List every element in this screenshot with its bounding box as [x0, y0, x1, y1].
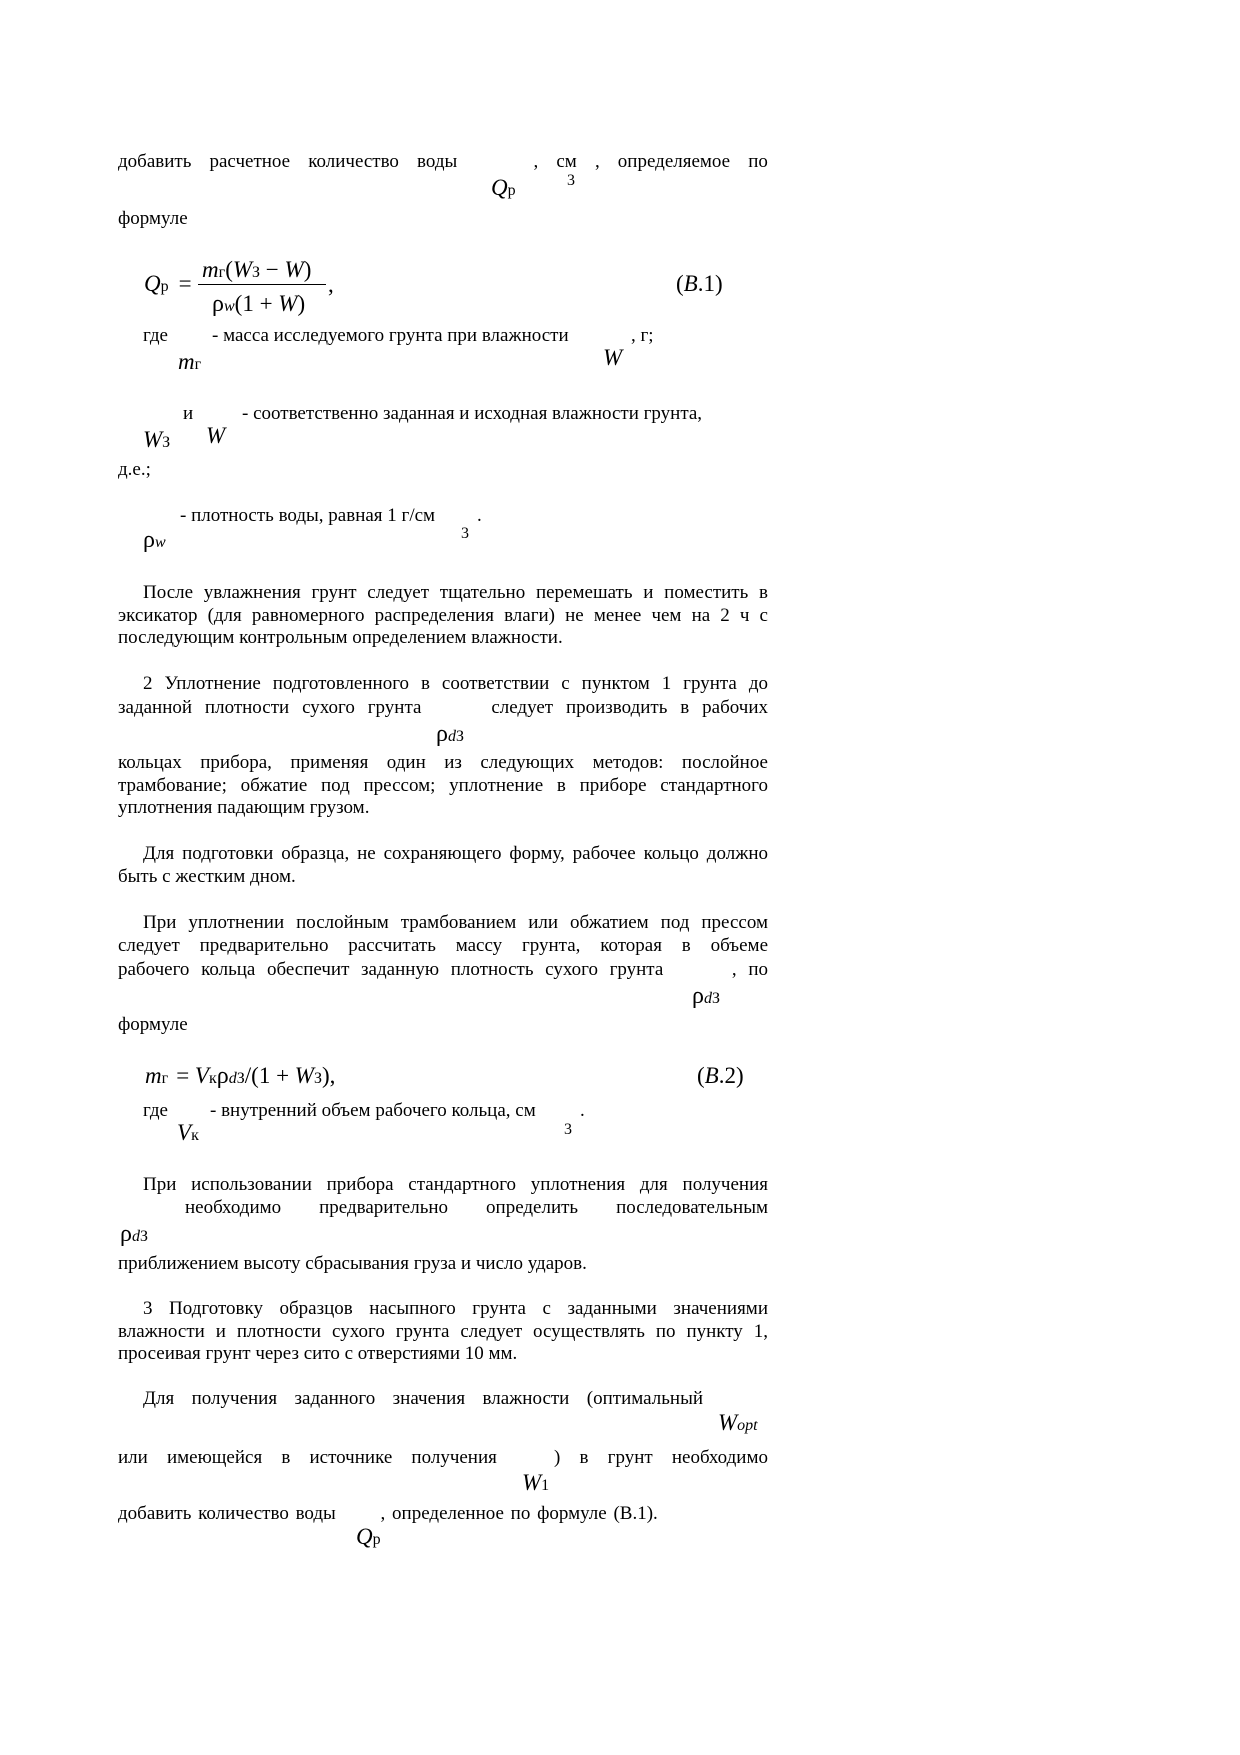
superscript-3: 3: [461, 525, 469, 542]
def-w-text: - соответственно заданная и исходная влажности грунта,: [242, 403, 703, 424]
paragraph-7c: добавить количество воды , определенное по формуле (В.1).: [118, 1503, 658, 1524]
def-v-text: - внутренний объем рабочего кольца, см: [210, 1100, 536, 1121]
word: ,: [594, 151, 600, 172]
paragraph-5b: необходимо предварительно определить последовательным: [185, 1197, 768, 1218]
def-m-text: - масса исследуемого грунта при влажности: [212, 325, 569, 346]
paragraph-4a: При уплотнении послойным трамбованием или обжатием под прессом следует предварительно рассчитать массу грунта, которая в объеме: [118, 912, 768, 956]
formula-intro-word: формуле: [118, 1014, 188, 1035]
paragraph-5c: приближением высоту сбрасывания груза и число ударов.: [118, 1253, 587, 1274]
paragraph-4b: рабочего кольца обеспечит заданную плотность сухого грунта , по: [118, 959, 768, 980]
word: по: [748, 151, 768, 172]
paragraph-7a: Для получения заданного значения влажности (оптимальный: [143, 1388, 703, 1409]
intro-line-1: [118, 152, 768, 171]
paragraph-2c: кольцах прибора, применяя один из следующих методов: послойное трамбование; обжатие под прессом; уплотнение в приборе стандартного уплотнения падающим грузом.: [118, 752, 768, 818]
def-rho-text: - плотность воды, равная 1 г/см: [180, 505, 436, 526]
paragraph-2a: 2 Уплотнение подготовленного в соответствии с пунктом 1 грунта до: [143, 673, 768, 694]
where-word: где: [143, 325, 168, 346]
where-word: где: [143, 1100, 168, 1121]
paragraph-3: Для подготовки образца, не сохраняющего форму, рабочее кольцо должно быть с жестким дном.: [118, 843, 768, 887]
symbol-v-k: Vк: [177, 1120, 199, 1145]
word: воды: [417, 151, 458, 172]
def-rho-dot: .: [477, 505, 482, 526]
word: ,: [533, 151, 539, 172]
paragraph-2b: заданной плотности сухого грунта следует производить в рабочих: [118, 697, 768, 718]
def-m-end: , г;: [631, 325, 654, 346]
symbol-w: W: [603, 345, 623, 370]
symbol-rho-dz: ρdЗ: [436, 721, 464, 747]
word: определяемое: [617, 151, 731, 172]
paragraph-6: 3 Подготовку образцов насыпного грунта с заданными значениями влажности и плотности сухого грунта следует осуществлять по пункту 1, просеивая грунт через сито с отверстиями 10 мм.: [118, 1298, 768, 1364]
def-v-dot: .: [580, 1100, 585, 1121]
word: количество: [308, 151, 399, 172]
symbol-w-1: W1: [522, 1470, 550, 1495]
symbol-rho-dz: ρdЗ: [692, 983, 720, 1009]
word: добавить: [118, 151, 192, 172]
formula-b1-denominator: ρw(1 + W): [212, 291, 306, 317]
symbol-w-opt: Wopt: [718, 1410, 758, 1435]
paragraph-1: После увлажнения грунт следует тщательно перемешать и поместить в эксикатор (для равномерного распределения влаги) не менее чем на 2 ч с последующим контрольным определением влажности.: [118, 582, 768, 648]
symbol-rho-w: ρw: [143, 527, 166, 553]
formula-b2-label: (B.2): [697, 1063, 744, 1088]
symbol-q-p: Qр: [356, 1524, 381, 1549]
formula-intro-word: формуле: [118, 208, 188, 229]
formula-b1-numerator: mг(WЗ − W): [202, 257, 312, 282]
symbol-w-z: WЗ: [143, 427, 171, 452]
superscript-3: 3: [567, 172, 575, 189]
formula-b1-comma: ,: [328, 272, 334, 297]
word: см: [556, 151, 577, 172]
paragraph-5a: При использовании прибора стандартного уплотнения для получения: [143, 1174, 768, 1195]
paragraph-7b: или имеющейся в источнике получения ) в грунт необходимо: [118, 1447, 768, 1468]
symbol-q-p: Qр: [491, 175, 516, 200]
word: расчетное: [209, 151, 291, 172]
and-word: и: [183, 403, 194, 424]
symbol-rho-dz: ρdЗ: [120, 1221, 148, 1247]
symbol-m-g: mг: [178, 349, 202, 374]
word: [475, 152, 515, 171]
superscript-3: 3: [564, 1121, 572, 1138]
formula-b2: mг = VкρdЗ/(1 + WЗ),: [145, 1063, 336, 1089]
symbol-w2: W: [206, 423, 226, 448]
de-text: д.е.;: [118, 459, 151, 480]
formula-b1-lhs: Qр =: [144, 271, 192, 296]
formula-b1-label: (B.1): [676, 271, 723, 296]
fraction-bar: [198, 284, 326, 285]
